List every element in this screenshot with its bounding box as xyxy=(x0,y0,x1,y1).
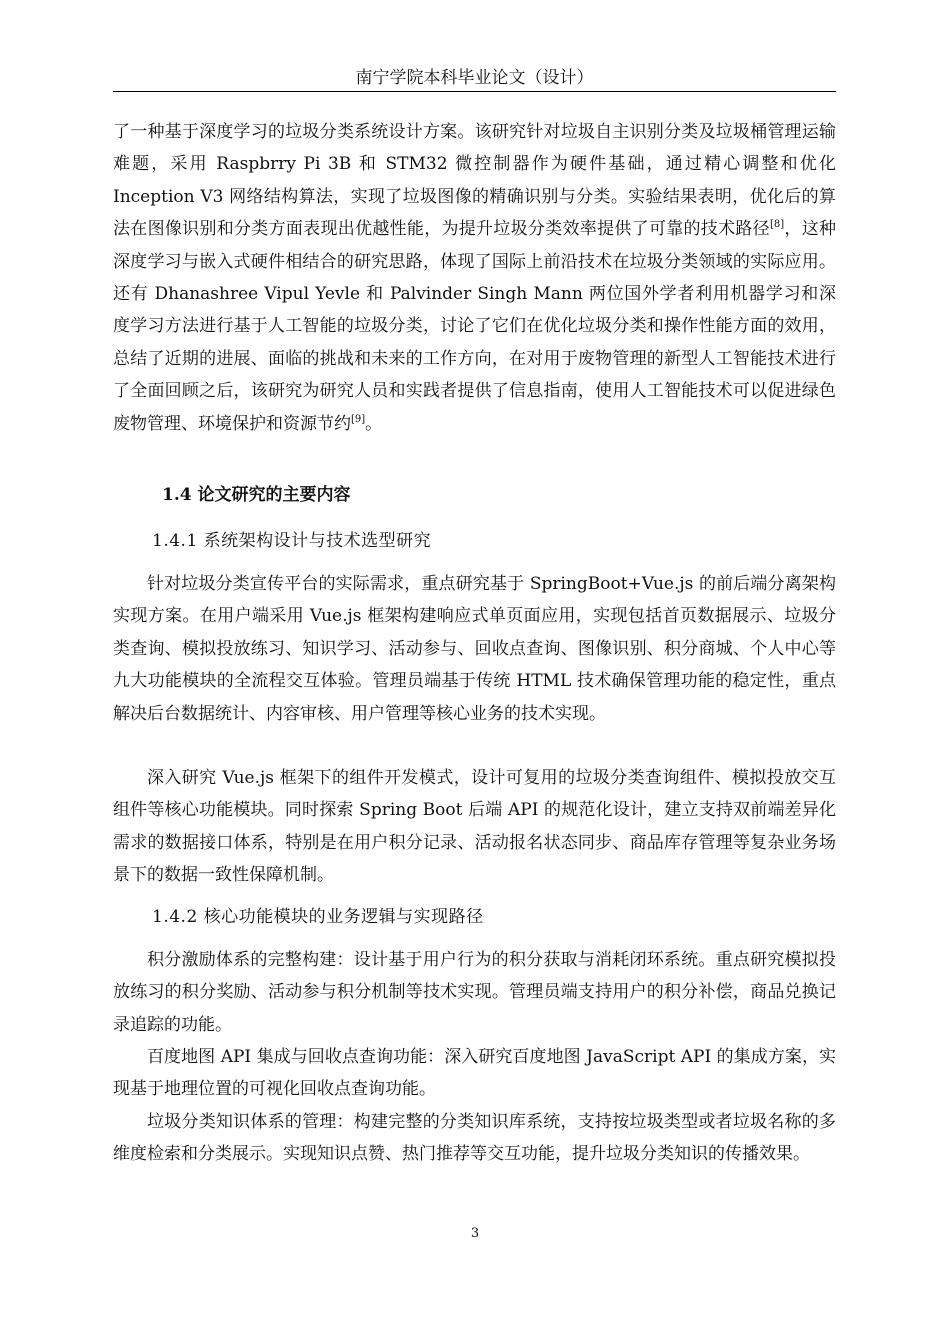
citation-9: [9] xyxy=(351,413,366,425)
subsection-heading-1-4-2: 1.4.2 核心功能模块的业务逻辑与实现路径 xyxy=(152,907,484,927)
paragraph-points-system: 积分激励体系的完整构建：设计基于用户行为的积分获取与消耗闭环系统。重点研究模拟投放练习的积分奖励、活动参与积分机制等技术实现。管理员端支持用户的积分补偿，商品兑换记录追踪的功能。 xyxy=(113,950,836,1035)
subsection-heading-1-4-1: 1.4.1 系统架构设计与技术选型研究 xyxy=(152,531,432,551)
paragraph-literature-review xyxy=(113,116,836,440)
paragraph-baidu-map: 百度地图 API 集成与回收点查询功能：深入研究百度地图 JavaScript API 的集成方案，实现基于地理位置的可视化回收点查询功能。 xyxy=(113,1047,836,1100)
paragraph-knowledge-base: 垃圾分类知识体系的管理：构建完整的分类知识库系统，支持按垃圾类型或者垃圾名称的多维度检索和分类展示。实现知识点赞、热门推荐等交互功能，提升垃圾分类知识的传播效果。 xyxy=(113,1112,836,1165)
paragraph-text: ，这种深度学习与嵌入式硬件相结合的研究思路，体现了国际上前沿技术在垃圾分类领域的实际应用。还有 Dhanashree Vipul Yevle 和 Palvinder Singh Mann 两位国外学者利用机器学习和深度学习方法进行基于人工智能的垃圾分类，讨论了它们在优化垃圾分类和操作性能方面的效用，总结了近期的进展、面临的挑战和未来的工作方向，在对用于废物管理的新型人工智能技术进行了全面回顾之后，该研究为研究人员和实践者提供了信息指南，使用人工智能技术可以促进绿色废物管理、环境保护和资源节约 xyxy=(113,219,837,434)
section-heading-1-4: 1.4 论文研究的主要内容 xyxy=(162,485,351,505)
paragraph-components: 深入研究 Vue.js 框架下的组件开发模式，设计可复用的垃圾分类查询组件、模拟投放交互组件等核心功能模块。同时探索 Spring Boot 后端 API 的规范化设计，建立支持双前端差异化需求的数据接口体系，特别是在用户积分记录、活动报名状态同步、商品库存管理等复杂业务场景下的数据一致性保障机制。 xyxy=(113,768,836,886)
paragraph-text: 了一种基于深度学习的垃圾分类系统设计方案。该研究针对垃圾自主识别分类及垃圾桶管理运输难题，采用 Raspbrry Pi 3B 和 STM32 微控制器作为硬件基础，通过精心调整和优化 Inception V3 网络结构算法，实现了垃圾图像的精确识别与分类。实验结果表明，优化后的算法在图像识别和分类方面表现出优越性能，为提升垃圾分类效率提供了可靠的技术路径 xyxy=(113,122,836,240)
paragraph-architecture: 针对垃圾分类宣传平台的实际需求，重点研究基于 SpringBoot+Vue.js 的前后端分离架构实现方案。在用户端采用 Vue.js 框架构建响应式单页面应用，实现包括首页数据展示、垃圾分类查询、模拟投放练习、知识学习、活动参与、回收点查询、图像识别、积分商城、个人中心等九大功能模块的全流程交互体验。管理员端基于传统 HTML 技术确保管理功能的稳定性，重点解决后台数据统计、内容审核、用户管理等核心业务的技术实现。 xyxy=(113,574,836,724)
citation-8: [8] xyxy=(769,219,785,231)
paragraph-text: 。 xyxy=(365,413,383,434)
header-rule xyxy=(113,91,836,92)
page-number: 3 xyxy=(470,1226,480,1241)
running-header: 南宁学院本科毕业论文（设计） xyxy=(355,68,594,88)
